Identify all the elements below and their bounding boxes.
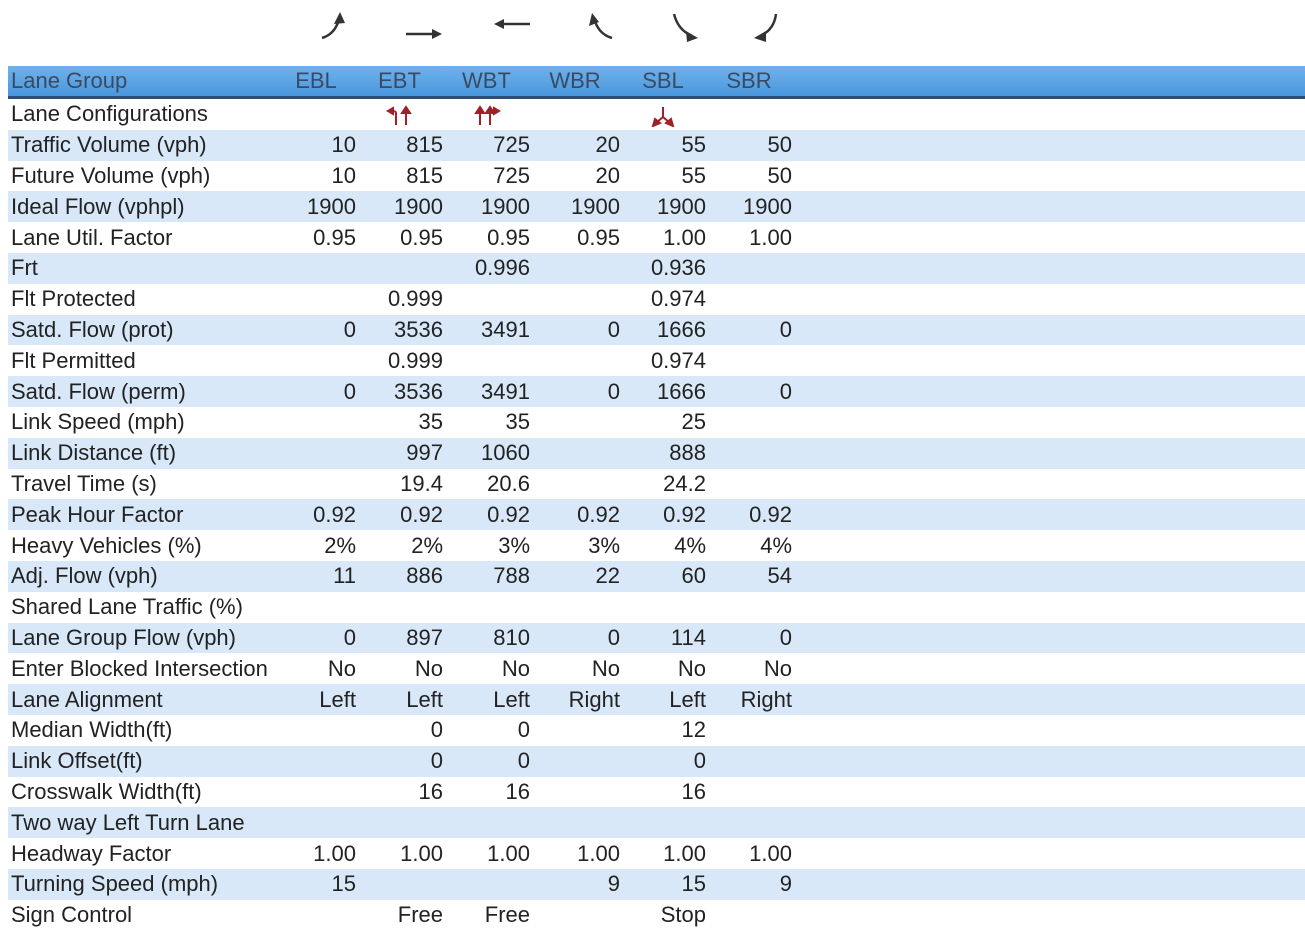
cell-wbt: 1900	[443, 191, 530, 222]
cell-wbr	[530, 592, 620, 623]
row-label: Headway Factor	[11, 840, 172, 866]
row-label: Adj. Flow (vph)	[8, 561, 276, 592]
cell-ebt: 2%	[411, 532, 443, 558]
cell-sbr	[706, 592, 792, 623]
row-filler	[792, 777, 1305, 808]
cell-sbl: 12	[681, 717, 706, 743]
cell-ebt: 1.00	[400, 840, 443, 866]
column-header-ebl: EBL	[276, 66, 356, 98]
cell-wbt	[443, 592, 530, 623]
row-filler	[792, 376, 1305, 407]
row-filler	[792, 438, 1305, 469]
cell-ebl: No	[327, 655, 356, 681]
cell-sbl: 0.92	[620, 499, 706, 530]
wb-through-right-lanes-icon	[443, 98, 530, 130]
cell-wbr: 1900	[530, 191, 620, 222]
cell-ebl: 0.95	[313, 224, 356, 250]
row-label: Link Speed (mph)	[11, 409, 185, 435]
cell-sbl: 4%	[674, 532, 706, 558]
cell-sbl: 1900	[620, 191, 706, 222]
cell-sbr	[706, 777, 792, 808]
cell-sbr	[706, 407, 792, 438]
row-label: Traffic Volume (vph)	[8, 130, 276, 161]
cell-ebl	[276, 438, 356, 469]
cell-sbr: 1.00	[749, 224, 792, 250]
cell-wbt: 1060	[443, 438, 530, 469]
table-row	[8, 222, 1305, 253]
cell-wbt: 35	[505, 409, 530, 435]
row-label: Median Width(ft)	[11, 717, 173, 743]
row-filler	[792, 469, 1305, 500]
cell-wbr: No	[591, 655, 620, 681]
cell-wbt: No	[501, 655, 530, 681]
table-row	[8, 777, 1305, 808]
cell-sbr: 0.92	[706, 499, 792, 530]
row-filler	[792, 499, 1305, 530]
table-row	[8, 407, 1305, 438]
cell-ebl	[276, 345, 356, 376]
table-row	[8, 746, 1305, 777]
table-row	[8, 653, 1305, 684]
eb-left-through-lanes-icon	[356, 98, 443, 130]
table-row	[8, 561, 1305, 592]
cell-wbt	[443, 869, 530, 900]
cell-ebl: 15	[276, 869, 356, 900]
cell-sbr: 0	[706, 623, 792, 654]
cell-wbr	[530, 900, 620, 931]
cell-sbr: 9	[706, 869, 792, 900]
cell-sbr: 0	[706, 315, 792, 346]
cell-ebt: 815	[356, 130, 443, 161]
row-label: Satd. Flow (prot)	[8, 315, 276, 346]
cell-sbl: 0.974	[650, 347, 706, 373]
cell-ebt: 0	[430, 717, 443, 743]
cell-sbr	[706, 284, 792, 315]
cell-wbr	[530, 469, 620, 500]
cell-wbr: 0	[530, 376, 620, 407]
cell-ebt: 897	[356, 623, 443, 654]
cell-wbr	[530, 777, 620, 808]
cell-wbt: 725	[493, 162, 530, 188]
lane-config-sbr	[706, 98, 792, 130]
lane-group-table	[8, 66, 1305, 931]
cell-wbt: 20.6	[487, 470, 530, 496]
cell-sbr	[706, 900, 792, 931]
cell-wbt: Left	[443, 684, 530, 715]
column-header-sbl: SBL	[620, 66, 706, 98]
cell-sbl: 888	[620, 438, 706, 469]
table-row	[8, 499, 1305, 530]
cell-wbt	[443, 807, 530, 838]
row-label: Link Distance (ft)	[8, 438, 276, 469]
row-label: Shared Lane Traffic (%)	[11, 594, 243, 620]
cell-ebt: 0	[356, 746, 443, 777]
cell-ebl: 0.92	[276, 499, 356, 530]
row-label: Link Offset(ft)	[8, 746, 276, 777]
column-header-sbr: SBR	[706, 66, 792, 98]
cell-ebt: Left	[356, 684, 443, 715]
cell-ebt	[356, 807, 443, 838]
cell-sbl: 55	[620, 130, 706, 161]
cell-ebl: Left	[276, 684, 356, 715]
table-row	[8, 315, 1305, 346]
cell-ebl	[276, 807, 356, 838]
cell-sbr: Right	[706, 684, 792, 715]
cell-sbl: 24.2	[663, 470, 706, 496]
cell-ebl	[276, 900, 356, 931]
row-label: Sign Control	[11, 902, 133, 928]
cell-ebl: 1.00	[313, 840, 356, 866]
row-label: Travel Time (s)	[11, 470, 157, 496]
cell-ebl	[276, 284, 356, 315]
table-row	[8, 900, 1305, 931]
cell-sbl: 114	[620, 623, 706, 654]
cell-sbr: 54	[706, 561, 792, 592]
row-filler	[792, 222, 1305, 253]
cell-sbl: Left	[620, 684, 706, 715]
cell-sbr	[706, 715, 792, 746]
cell-ebt	[356, 253, 443, 284]
lane-config-wbr	[530, 98, 620, 130]
row-filler	[792, 284, 1305, 315]
wb-right-turn-arrow-icon	[570, 4, 630, 54]
table-row	[8, 191, 1305, 222]
column-header-wbr: WBR	[530, 66, 620, 98]
header-filler	[792, 66, 1305, 98]
cell-sbr: 1900	[706, 191, 792, 222]
cell-ebt: 886	[356, 561, 443, 592]
cell-wbt: 0	[443, 746, 530, 777]
cell-ebt: No	[414, 655, 443, 681]
cell-sbr	[706, 807, 792, 838]
cell-ebl: 0	[276, 376, 356, 407]
row-filler	[792, 684, 1305, 715]
row-filler	[792, 407, 1305, 438]
cell-ebl: 10	[276, 130, 356, 161]
row-label: Lane Group Flow (vph)	[8, 623, 276, 654]
cell-ebt	[356, 592, 443, 623]
cell-wbt: 0.92	[443, 499, 530, 530]
cell-sbl: Stop	[660, 902, 706, 928]
cell-ebt: 0.999	[387, 286, 443, 312]
sb-left-turn-arrow-icon	[656, 4, 716, 54]
table-row	[8, 284, 1305, 315]
table-row	[8, 869, 1305, 900]
row-label: Crosswalk Width(ft)	[11, 778, 202, 804]
table-row	[8, 253, 1305, 284]
cell-sbl: 1.00	[663, 840, 706, 866]
cell-wbr	[530, 746, 620, 777]
row-filler	[792, 900, 1305, 931]
cell-wbr: 20	[595, 162, 620, 188]
cell-sbl: 0.936	[620, 253, 706, 284]
row-label: Satd. Flow (perm)	[8, 376, 276, 407]
row-label: Lane Configurations	[11, 101, 208, 127]
cell-wbt: 3491	[443, 376, 530, 407]
cell-wbt: 0	[517, 717, 530, 743]
cell-ebl: 1900	[276, 191, 356, 222]
column-header-lane-group: Lane Group	[8, 66, 276, 98]
cell-ebl: 2%	[324, 532, 356, 558]
row-filler	[792, 715, 1305, 746]
lane-group-table-container	[8, 66, 1305, 931]
row-label: Lane Alignment	[8, 684, 276, 715]
cell-wbr: 22	[530, 561, 620, 592]
cell-ebl: 0	[276, 315, 356, 346]
cell-wbt	[443, 345, 530, 376]
row-label: Flt Protected	[11, 286, 136, 312]
table-row	[8, 161, 1305, 192]
row-filler	[792, 623, 1305, 654]
column-header-wbt: WBT	[443, 66, 530, 98]
cell-wbt: 788	[443, 561, 530, 592]
row-filler	[792, 592, 1305, 623]
cell-sbr: No	[763, 655, 792, 681]
cell-wbr: 3%	[588, 532, 620, 558]
column-header-ebt: EBT	[356, 66, 443, 98]
row-label: Enter Blocked Intersection	[11, 655, 268, 681]
cell-ebt: 3536	[356, 315, 443, 346]
cell-ebt: 0.92	[356, 499, 443, 530]
cell-ebt: 815	[406, 162, 443, 188]
cell-ebl	[276, 469, 356, 500]
row-filler	[792, 807, 1305, 838]
cell-ebt: 0.95	[400, 224, 443, 250]
cell-wbt: 3%	[498, 532, 530, 558]
cell-wbr: 1.00	[577, 840, 620, 866]
table-row	[8, 376, 1305, 407]
eb-through-arrow-icon	[396, 4, 456, 54]
cell-sbl: 1666	[620, 376, 706, 407]
lane-configurations-row	[8, 98, 1305, 130]
cell-sbr: 4%	[760, 532, 792, 558]
row-filler	[792, 838, 1305, 869]
row-label: Peak Hour Factor	[8, 499, 276, 530]
lane-config-ebl	[276, 98, 356, 130]
cell-ebt: 35	[418, 409, 443, 435]
cell-wbt: 3491	[443, 315, 530, 346]
row-filler	[792, 746, 1305, 777]
table-row	[8, 592, 1305, 623]
table-row	[8, 130, 1305, 161]
row-filler	[792, 98, 1305, 130]
cell-wbt	[443, 284, 530, 315]
cell-ebt: 1900	[356, 191, 443, 222]
cell-sbr	[706, 345, 792, 376]
cell-wbt: 1.00	[487, 840, 530, 866]
row-filler	[792, 130, 1305, 161]
table-row	[8, 623, 1305, 654]
cell-sbr	[706, 746, 792, 777]
table-row	[8, 715, 1305, 746]
cell-sbl: 1666	[620, 315, 706, 346]
cell-sbr: 50	[706, 130, 792, 161]
cell-wbr: 0	[530, 315, 620, 346]
row-label: Frt	[8, 253, 276, 284]
sb-right-turn-arrow-icon	[740, 4, 800, 54]
table-row	[8, 438, 1305, 469]
cell-wbr: 20	[530, 130, 620, 161]
cell-sbl: 25	[681, 409, 706, 435]
header-row	[8, 66, 1305, 98]
cell-wbr: 0	[530, 623, 620, 654]
cell-sbl: 60	[620, 561, 706, 592]
row-filler	[792, 653, 1305, 684]
cell-wbr	[530, 253, 620, 284]
cell-sbl: 16	[681, 778, 706, 804]
cell-wbr	[530, 284, 620, 315]
cell-ebl	[276, 746, 356, 777]
cell-sbl: 0	[620, 746, 706, 777]
cell-sbl: 1.00	[663, 224, 706, 250]
cell-ebt: 16	[418, 778, 443, 804]
cell-wbr	[530, 345, 620, 376]
cell-sbl: 55	[681, 162, 706, 188]
cell-ebt	[356, 869, 443, 900]
cell-wbt: 810	[443, 623, 530, 654]
wb-through-arrow-icon	[482, 4, 542, 54]
cell-wbr	[530, 438, 620, 469]
cell-wbr: 0.95	[577, 224, 620, 250]
cell-sbr	[706, 469, 792, 500]
row-label: Future Volume (vph)	[11, 162, 211, 188]
sb-shared-left-right-lane-icon	[620, 98, 706, 130]
row-filler	[792, 869, 1305, 900]
cell-wbt: 725	[443, 130, 530, 161]
cell-wbt: 0.95	[487, 224, 530, 250]
row-label: Lane Util. Factor	[11, 224, 173, 250]
table-row	[8, 838, 1305, 869]
cell-sbl: 0.974	[650, 286, 706, 312]
cell-wbr: 9	[530, 869, 620, 900]
eb-left-turn-arrow-icon	[310, 4, 370, 54]
cell-wbt: Free	[484, 902, 530, 928]
cell-sbl: 15	[620, 869, 706, 900]
cell-sbr	[706, 253, 792, 284]
cell-ebl: 0	[276, 623, 356, 654]
table-row	[8, 469, 1305, 500]
cell-ebl	[276, 407, 356, 438]
row-label: Two way Left Turn Lane	[8, 807, 276, 838]
cell-sbr: 1.00	[749, 840, 792, 866]
cell-wbr	[530, 715, 620, 746]
cell-sbl	[620, 592, 706, 623]
row-filler	[792, 253, 1305, 284]
table-row	[8, 530, 1305, 561]
cell-ebl	[276, 715, 356, 746]
cell-sbl: No	[677, 655, 706, 681]
cell-ebt: 0.999	[387, 347, 443, 373]
cell-ebt: 3536	[356, 376, 443, 407]
row-label: Flt Permitted	[11, 347, 136, 373]
cell-sbr: 50	[767, 162, 792, 188]
row-label: Turning Speed (mph)	[8, 869, 276, 900]
movement-arrows-row	[0, 0, 1305, 66]
cell-ebl: 10	[331, 162, 356, 188]
table-row	[8, 345, 1305, 376]
row-label: Heavy Vehicles (%)	[11, 532, 202, 558]
row-label: Ideal Flow (vphpl)	[8, 191, 276, 222]
cell-wbt: 0.996	[443, 253, 530, 284]
cell-wbr	[530, 407, 620, 438]
cell-sbr	[706, 438, 792, 469]
row-filler	[792, 530, 1305, 561]
cell-sbl	[620, 807, 706, 838]
cell-ebl	[276, 253, 356, 284]
table-row	[8, 684, 1305, 715]
table-row	[8, 807, 1305, 838]
cell-ebt: Free	[397, 902, 443, 928]
row-filler	[792, 315, 1305, 346]
cell-ebl	[276, 592, 356, 623]
cell-ebt: 19.4	[400, 470, 443, 496]
row-filler	[792, 561, 1305, 592]
cell-ebl	[276, 777, 356, 808]
row-filler	[792, 161, 1305, 192]
cell-wbr	[530, 807, 620, 838]
cell-wbr: Right	[530, 684, 620, 715]
row-filler	[792, 345, 1305, 376]
cell-wbr: 0.92	[530, 499, 620, 530]
cell-ebt: 997	[356, 438, 443, 469]
cell-ebl: 11	[276, 561, 356, 592]
row-filler	[792, 191, 1305, 222]
cell-sbr: 0	[706, 376, 792, 407]
cell-wbt: 16	[505, 778, 530, 804]
